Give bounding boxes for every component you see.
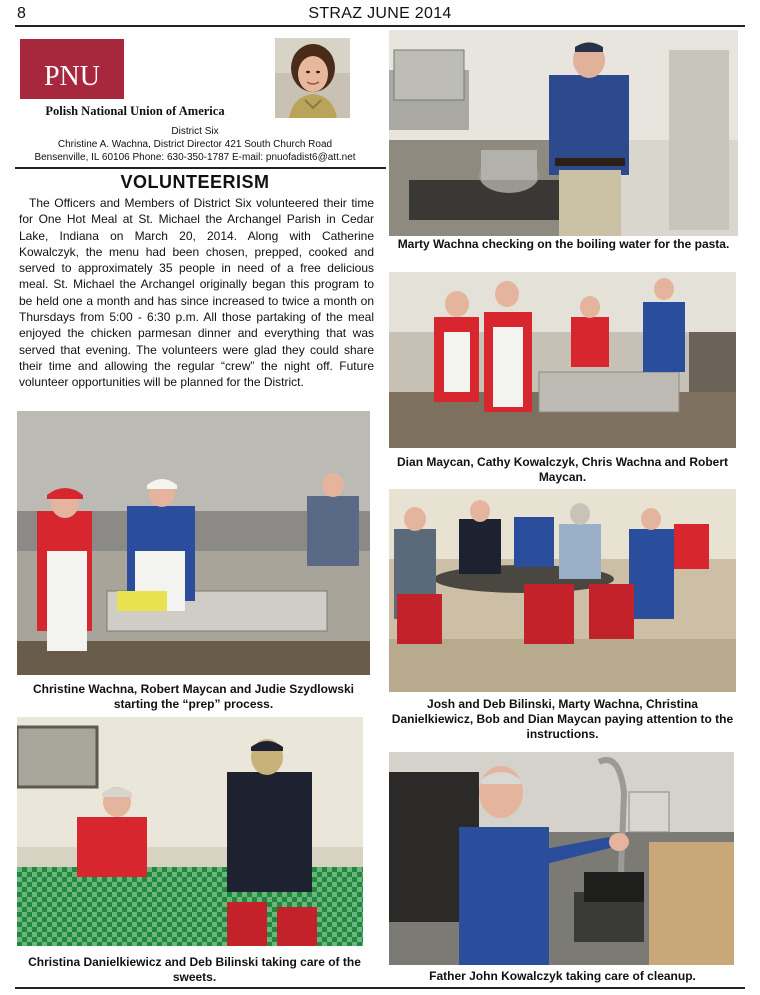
top-rule [15,25,745,27]
bottom-rule [15,987,745,989]
address-line-2: Bensenville, IL 60106 Phone: 630-350-1787 E-mail: pnuofadist6@att.net [34,152,356,163]
caption-sweets: Christina Danielkiewicz and Deb Bilinski taking care of the sweets. [28,955,361,984]
caption-cleanup: Father John Kowalczyk taking care of cleanup. [429,969,696,983]
photo-sweets [17,717,363,946]
photo-cleanup [389,752,734,965]
photo-prep-process [17,411,370,675]
photo-instructions [389,489,736,692]
photo-serving-group [389,272,736,448]
masthead-rule [15,167,386,169]
article-headline: VOLUNTEERISM [120,172,270,192]
caption-dian: Dian Maycan, Cathy Kowalczyk, Chris Wachna and Robert Maycan. [397,455,728,484]
caption-marty: Marty Wachna checking on the boiling water for the pasta. [397,237,730,251]
article-body: The Officers and Members of District Six volunteered their time for One Hot Meal at St. Michael the Archangel Parish in Cedar Lake, Indiana on March 20, 2014. Along with Catherine Kowalczyk, the menu had been chosen, prepped, cooked and served to approximately 35 people in need of a free delicious meal. St. Michael the Archangel originally began this program to be held one a month and has since increased to twice a month on Thursdays from 5:00 - 6:30 p.m. All those partaking of the meal enjoyed the chicken parmesan dinner and everything that was served that evening. The volunteers were glad they could share their time and allowing the regular “crew” the night off. Future volunteer opportunities will be planned for the District. [19,196,374,390]
director-portrait [275,38,350,118]
caption-prep: Christine Wachna, Robert Maycan and Judie Szydlowski starting the “prep” process. [33,682,354,711]
photo-marty-boiling-water [389,30,738,236]
caption-instructions: Josh and Deb Bilinski, Marty Wachna, Christina Danielkiewicz, Bob and Dian Maycan paying attention to the instructions. [391,697,734,741]
running-head: STRAZ JUNE 2014 [308,5,452,22]
page-number: 8 [17,5,26,22]
pnu-logo: PNU [20,39,124,99]
district-line: District Six [171,126,219,137]
address-line-1: Christine A. Wachna, District Director 421 South Church Road [57,139,333,150]
org-name: Polish National Union of America [45,104,225,118]
